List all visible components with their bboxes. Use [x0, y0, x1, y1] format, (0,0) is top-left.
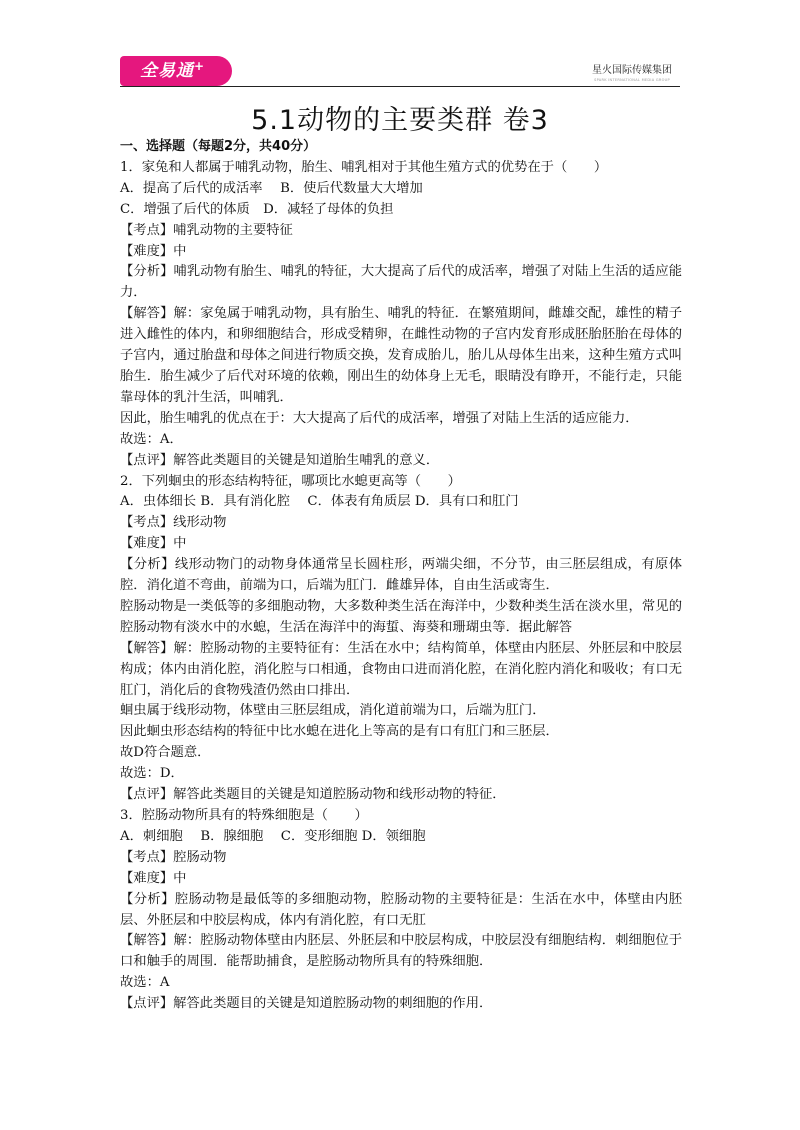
document-title: 5.1动物的主要类群 卷3 — [251, 105, 549, 136]
question-2-analysis: 【分析】线形动物门的动物身体通常呈长圆柱形，两端尖细，不分节，由三胚层组成，有原体腔．消化道不弯曲，前端为口，后端为肛门．雌雄异体，自由生活或寄生． — [120, 557, 682, 594]
question-3-analysis: 【分析】腔肠动物是最低等的多细胞动物，腔肠动物的主要特征是：生活在水中，体壁由内胚层、外胚层和中胶层构成，体内有消化腔，有口无肛 — [120, 891, 682, 928]
logo-text: 全易通 — [140, 61, 194, 81]
question-2-answer: 故选：D． — [120, 766, 184, 782]
logo-plus: + — [194, 59, 206, 73]
question-1-options-ab: A．提高了后代的成活率 B．使后代数量大大增加 — [120, 180, 423, 196]
question-2-analysis-cont: 腔肠动物是一类低等的多细胞动物，大多数种类生活在海洋中，少数种类生活在淡水里，常见的腔肠动物有淡水中的水螅，生活在海洋中的海蜇、海葵和珊瑚虫等．据此解答 — [120, 598, 682, 635]
publisher-brand — [592, 61, 672, 82]
question-2-comment: 【点评】解答此类题目的关键是知道腔肠动物和线形动物的特征． — [120, 787, 506, 803]
header-divider — [120, 86, 680, 87]
document-body — [120, 137, 682, 1015]
question-1-conclusion: 因此，胎生哺乳的优点在于：大大提高了后代的成活率，增强了对陆上生活的适应能力． — [120, 410, 639, 426]
question-1-stem: 1．家兔和人都属于哺乳动物，胎生、哺乳相对于其他生殖方式的优势在于（ ） — [120, 159, 608, 175]
question-1-difficulty: 【难度】中 — [120, 243, 187, 259]
question-2-solution: 【解答】解：腔肠动物的主要特征有：生活在水中；结构简单，体壁由内胚层、外胚层和中胶层构成；体内由消化腔，消化腔与口相通，食物由口进而消化腔，在消化腔内消化和吸收；有口无肛门，消化后的食物残渣仍然由口排出． — [120, 640, 682, 698]
question-3-answer: 故选：A — [120, 975, 170, 991]
question-1-solution: 【解答】解：家兔属于哺乳动物，具有胎生、哺乳的特征．在繁殖期间，雌雄交配，雄性的精子进入雌性的体内，和卵细胞结合，形成受精卵，在雌性动物的子宫内发育形成胚胎胚胎在母体的子宫内，通过胎盘和母体之间进行物质交换，发育成胎儿，胎儿从母体生出来，这种生殖方式叫胎生．胎生减少了后代对环境的依赖，刚出生的幼体身上无毛，眼睛没有睁开，不能行走，只能靠母体的乳汁生活，叫哺乳． — [120, 306, 682, 405]
brand-logo — [120, 56, 232, 86]
question-3-stem: 3．腔肠动物所具有的特殊细胞是（ ） — [120, 808, 368, 823]
publisher-name: 星火国际传媒集团 — [592, 65, 672, 76]
question-1-answer: 故选：A． — [120, 431, 183, 447]
question-3-options: A．刺细胞 B．腺细胞 C．变形细胞 D．领细胞 — [120, 828, 426, 844]
question-2-solution-cont: 蛔虫属于线形动物，体壁由三胚层组成，消化道前端为口，后端为肛门． — [120, 703, 546, 719]
question-2-conclusion: 因此蛔虫形态结构的特征中比水螅在进化上等高的是有口有肛门和三胚层． — [120, 724, 559, 740]
question-1-analysis: 【分析】哺乳动物有胎生、哺乳的特征，大大提高了后代的成活率，增强了对陆上生活的适应能力． — [120, 264, 682, 301]
publisher-name-en: SPARK INTERNATIONAL MEDIA GROUP — [594, 78, 670, 82]
question-2-match: 故D符合题意． — [120, 745, 211, 761]
question-3-topic: 【考点】腔肠动物 — [120, 849, 227, 865]
question-2-difficulty: 【难度】中 — [120, 536, 187, 552]
question-3-solution: 【解答】解：腔肠动物体壁由内胚层、外胚层和中胶层构成，中胶层没有细胞结构．刺细胞位于口和触手的周围．能帮助捕食，是腔肠动物所具有的特殊细胞． — [120, 933, 682, 970]
question-3-difficulty: 【难度】中 — [120, 870, 187, 886]
question-1-comment: 【点评】解答此类题目的关键是知道胎生哺乳的意义． — [120, 452, 440, 468]
page-header — [0, 0, 800, 92]
question-3-comment: 【点评】解答此类题目的关键是知道腔肠动物的刺细胞的作用． — [120, 996, 493, 1012]
section-heading: 一、选择题（每题2分，共40分） — [120, 139, 317, 154]
question-2-stem: 2．下列蛔虫的形态结构特征，哪项比水螅更高等（ ） — [120, 473, 461, 489]
question-1-topic: 【考点】哺乳动物的主要特征 — [120, 222, 293, 238]
question-2-options: A．虫体细长 B．具有消化腔 C．体表有角质层 D．具有口和肛门 — [120, 494, 519, 510]
question-2-topic: 【考点】线形动物 — [120, 515, 227, 531]
question-1-options-cd: C．增强了后代的体质 D．减轻了母体的负担 — [120, 201, 394, 217]
